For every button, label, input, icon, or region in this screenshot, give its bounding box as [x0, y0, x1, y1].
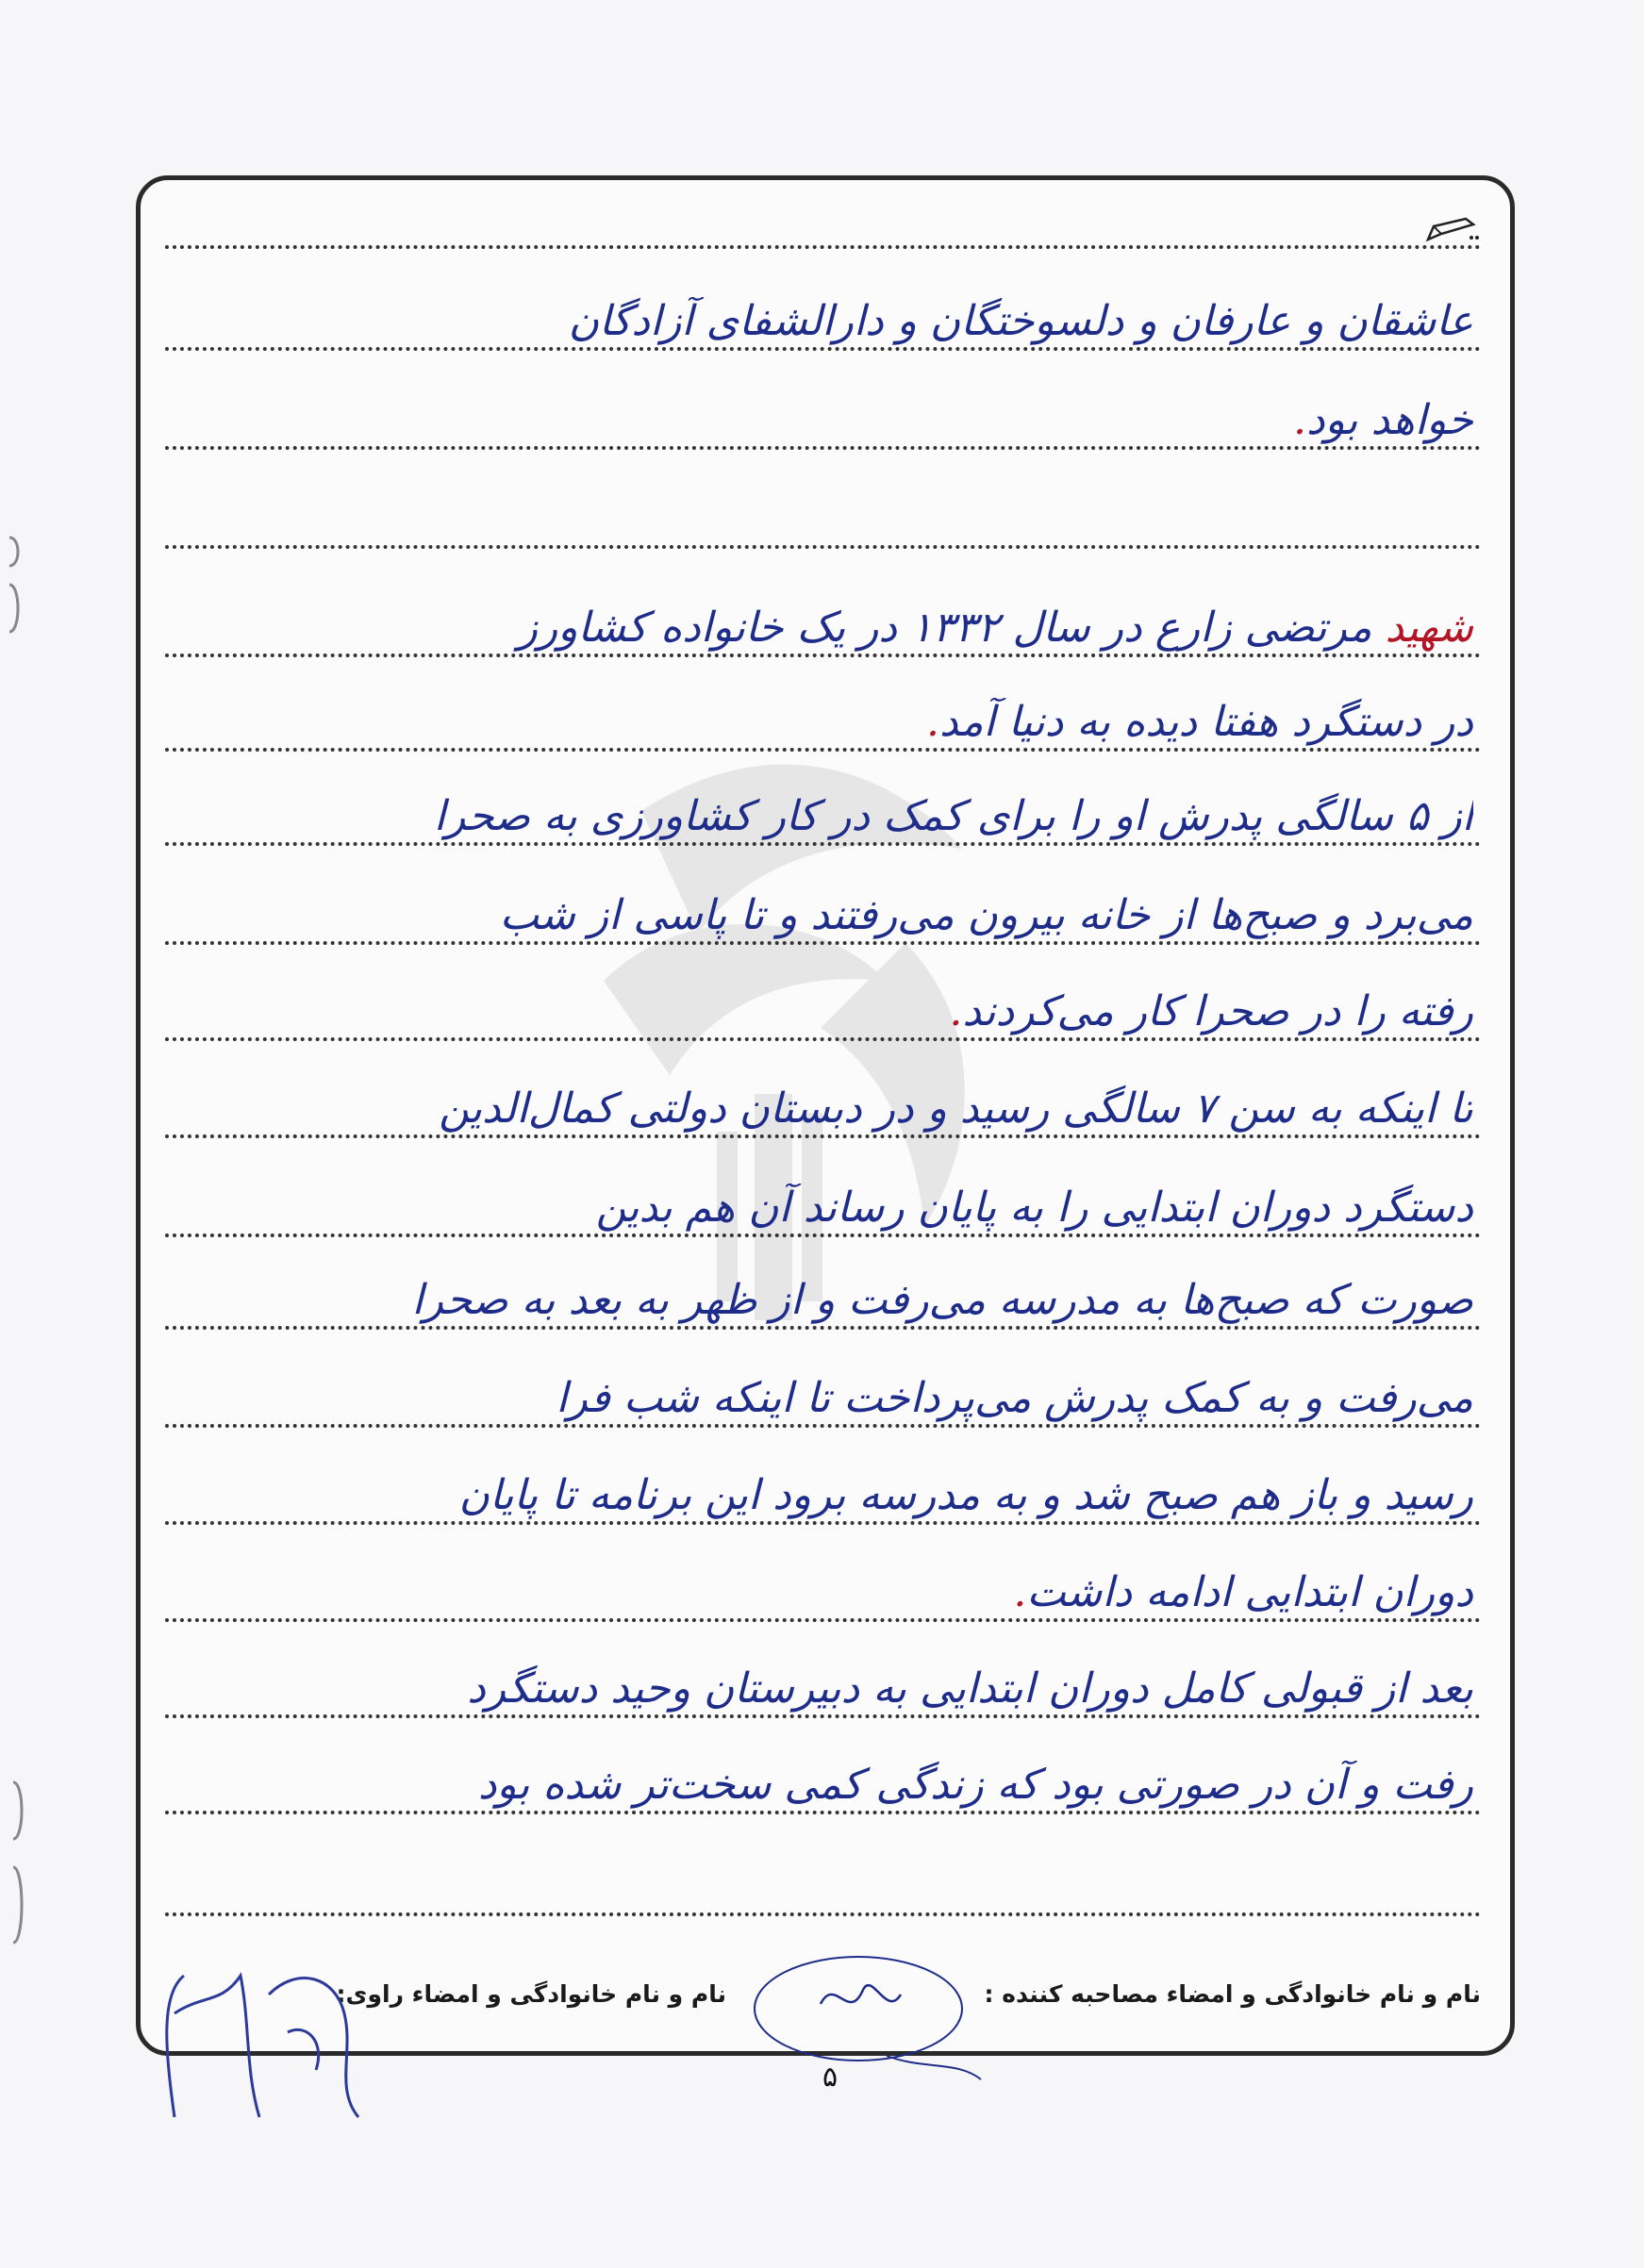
narrator-signature [156, 1938, 373, 2127]
ruled-line [165, 1535, 1481, 1622]
handwritten-text: شهید مرتضی زارع در سال ۱۳۳۲ در یک خانواده کشاورز [517, 604, 1473, 652]
dotted-rule [165, 1521, 1481, 1525]
dotted-rule [165, 1811, 1481, 1814]
binding-clip-top [4, 528, 25, 641]
dotted-rule [165, 748, 1481, 752]
dotted-rule [165, 1233, 1481, 1237]
handwritten-text: بعد از قبولی کامل دوران ابتدایی به دبیرستان وحید دستگرد [467, 1664, 1473, 1713]
ruled-line [165, 1151, 1481, 1237]
handwritten-text: صورت که صبح‌ها به مدرسه می‌رفت و از ظهر به بعد به صحرا [411, 1276, 1473, 1324]
ruled-line [165, 264, 1481, 351]
ruled-line [165, 1438, 1481, 1525]
ruled-line [165, 759, 1481, 846]
dotted-rule [165, 1618, 1481, 1622]
dotted-rule [165, 1424, 1481, 1428]
page-number: ۵ [822, 2061, 839, 2094]
ruled-line [165, 363, 1481, 450]
handwritten-text: دوران ابتدایی ادامه داشت. [1013, 1568, 1473, 1616]
binding-clip-bottom [8, 1773, 28, 1952]
dotted-rule [165, 545, 1481, 549]
handwritten-text: از ۵ سالگی پدرش او را برای کمک در کار کشاورزی به صحرا [433, 792, 1473, 840]
ruled-line [165, 954, 1481, 1041]
handwritten-text: عاشقان و عارفان و دلسوختگان و دارالشفای آزادگان [568, 297, 1473, 345]
ruled-line [165, 1631, 1481, 1718]
dotted-rule [165, 1326, 1481, 1330]
dotted-rule [165, 245, 1481, 249]
ruled-line [165, 1243, 1481, 1330]
ruled-line [165, 571, 1481, 657]
dotted-rule [165, 1134, 1481, 1138]
interviewer-label: نام و نام خانوادگی و امضاء مصاحبه کننده : [984, 1980, 1481, 2008]
ruled-line [165, 665, 1481, 752]
dotted-rule [165, 654, 1481, 657]
ruled-line [165, 858, 1481, 945]
handwritten-text: در دستگرد هفتا دیده به دنیا آمد. [925, 698, 1473, 746]
dotted-rule [165, 1037, 1481, 1041]
handwritten-text: می‌برد و صبح‌ها از خانه بیرون می‌رفتند و تا پاسی از شب [499, 891, 1473, 939]
ruled-line [165, 162, 1481, 249]
dotted-rule [165, 1912, 1481, 1916]
dotted-rule [165, 941, 1481, 945]
ruled-line [165, 1341, 1481, 1428]
ruled-line [165, 1829, 1481, 1916]
ruled-line [165, 462, 1481, 549]
narrator-label: نام و نام خانوادگی و امضاء راوی: [336, 1980, 726, 2008]
handwritten-text: رفت و آن در صورتی بود که زندگی کمی سخت‌تر شده بود [477, 1761, 1473, 1809]
interviewer-signature [745, 1938, 990, 2089]
handwritten-text: رسید و باز هم صبح شد و به مدرسه برود این برنامه تا پایان [458, 1471, 1473, 1519]
handwritten-text: تا اینکه به سن ۷ سالگی رسید و در دبستان دولتی کمال‌الدین [439, 1084, 1473, 1133]
handwritten-text: دستگرد دوران ابتدایی را به پایان رساند آن هم بدین [595, 1184, 1473, 1232]
handwritten-text: خواهد بود. [1292, 396, 1473, 444]
handwritten-text: می‌رفت و به کمک پدرش می‌پرداخت تا اینکه شب فرا [556, 1374, 1473, 1422]
dotted-rule [165, 347, 1481, 351]
ruled-line [165, 1728, 1481, 1814]
dotted-rule [165, 446, 1481, 450]
dotted-rule [165, 842, 1481, 846]
dotted-rule [165, 1714, 1481, 1718]
handwritten-text: رفته را در صحرا کار می‌کردند. [949, 987, 1473, 1035]
ruled-line [165, 1051, 1481, 1138]
